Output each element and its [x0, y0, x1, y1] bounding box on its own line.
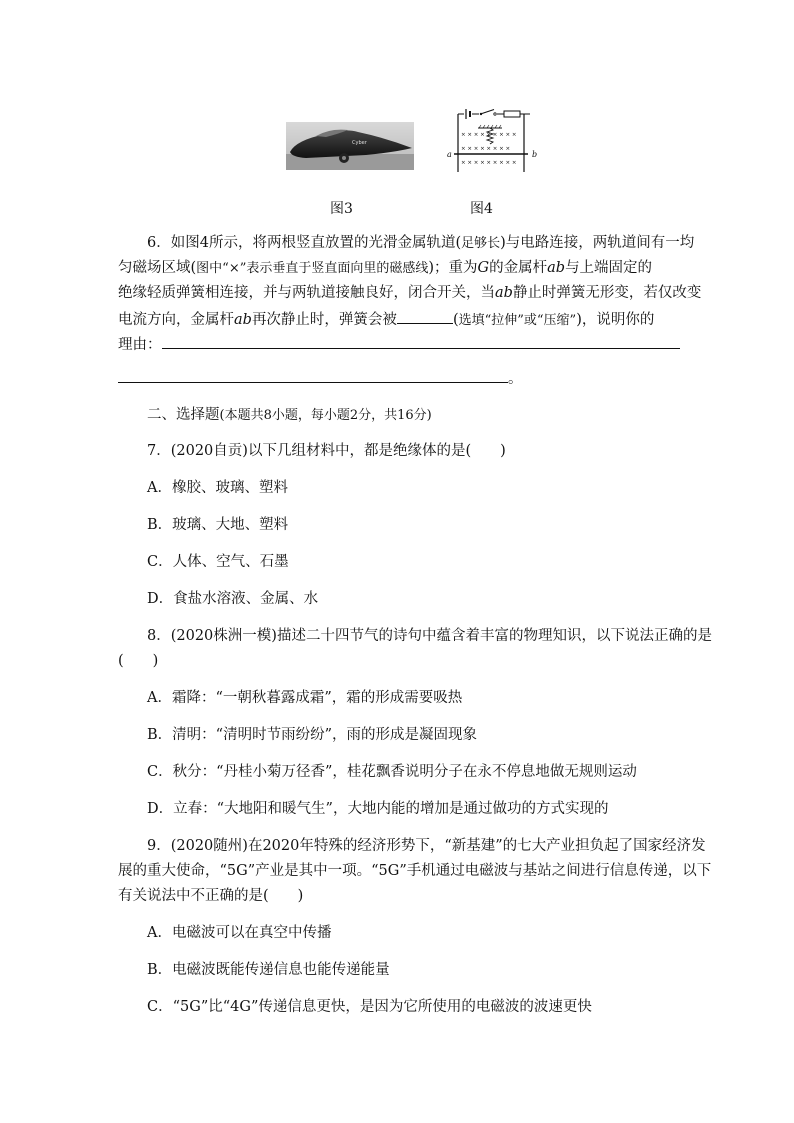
q8-stem-line-1: 8．(2020株洲一模)描述二十四节气的诗句中蕴含着丰富的物理知识，以下说法正确的是 [147, 628, 712, 644]
q8-option-b[interactable]: B．清明：“清明时节雨纷纷”，雨的形成是凝固现象 [147, 727, 477, 743]
q6-line-1: 6．如图4所示，将两根竖直放置的光滑金属轨道(足够长)与电路连接，两轨道间有一均 [147, 235, 695, 251]
q7-option-c[interactable]: C．人体、空气、石墨 [147, 554, 289, 570]
svg-text:× × × × × × × × ×: × × × × × × × × × [461, 132, 517, 138]
label-b: b [532, 150, 538, 159]
label-a: a [447, 150, 452, 159]
q6-reason-blank-1[interactable] [162, 333, 680, 349]
svg-text:× × × × × × × ×: × × × × × × × × [461, 146, 511, 152]
figure-3-caption: 图3 [330, 201, 353, 217]
figure-4-caption: 图4 [470, 201, 493, 217]
q6-line-4: 电流方向，金属杆ab再次静止时，弹簧会被 (选填“拉伸”或“压缩”)，说明你的 [118, 308, 654, 331]
figure-3-car-photo [286, 122, 414, 170]
q7-option-a[interactable]: A．橡胶、玻璃、塑料 [147, 480, 288, 496]
q6-line-2: 匀磁场区域(图中“×”表示垂直于竖直面向里的磁感线)；重为G的金属杆ab与上端固定的 [118, 260, 653, 276]
q6-reason-blank-2[interactable] [118, 367, 508, 383]
q9-option-a[interactable]: A．电磁波可以在真空中传播 [147, 925, 332, 941]
q6-line-3: 绝缘轻质弹簧相连接，并与两轨道接触良好，闭合开关，当ab静止时弹簧无形变，若仅改变 [118, 285, 702, 301]
q8-stem-line-2: ( ) [118, 653, 159, 669]
q9-stem-line-3: 有关说法中不正确的是( ) [118, 888, 304, 904]
q6-answer-blank[interactable] [397, 308, 453, 324]
q6-note-1: 足够长 [461, 236, 501, 251]
section-2-heading: 二、选择题(本题共8小题，每小题2分，共16分) [147, 407, 432, 423]
car-decal-text: Cyber [352, 140, 367, 146]
q8-option-a[interactable]: A．霜降：“一朝秋暮露成霜”，霜的形成需要吸热 [147, 690, 463, 706]
q6-line-5: 理由： [118, 333, 680, 355]
q7-option-b[interactable]: B．玻璃、大地、塑料 [147, 517, 289, 533]
q9-stem-line-2: 展的重大使命，“5G”产业是其中一项。“5G”手机通过电磁波与基站之间进行信息传递，以下 [118, 863, 712, 879]
q8-option-d[interactable]: D．立春：“大地阳和暖气生”，大地内能的增加是通过做功的方式实现的 [147, 801, 609, 817]
figure-4-circuit-diagram [446, 108, 542, 178]
q6-line-6: 。 [118, 367, 523, 389]
q9-stem-line-1: 9．(2020随州)在2020年特殊的经济形势下，“新基建”的七大产业担负起了国家经济发 [147, 838, 706, 854]
q6-note-2: 图中“×”表示垂直于竖直面向里的磁感线 [196, 261, 429, 276]
q7-stem: 7．(2020自贡)以下几组材料中，都是绝缘体的是( ) [147, 443, 506, 459]
q8-option-c[interactable]: C．秋分：“丹桂小菊万径香”，桂花飘香说明分子在永不停息地做无规则运动 [147, 764, 637, 780]
svg-text:× × × × × × × × ×: × × × × × × × × × [461, 160, 517, 166]
q9-option-b[interactable]: B．电磁波既能传递信息也能传递能量 [147, 962, 390, 978]
q6-note-4: 选填“拉伸”或“压缩” [458, 313, 577, 328]
q9-option-c[interactable]: C．“5G”比“4G”传递信息更快，是因为它所使用的电磁波的波速更快 [147, 999, 592, 1015]
q7-option-d[interactable]: D．食盐水溶液、金属、水 [147, 591, 319, 607]
